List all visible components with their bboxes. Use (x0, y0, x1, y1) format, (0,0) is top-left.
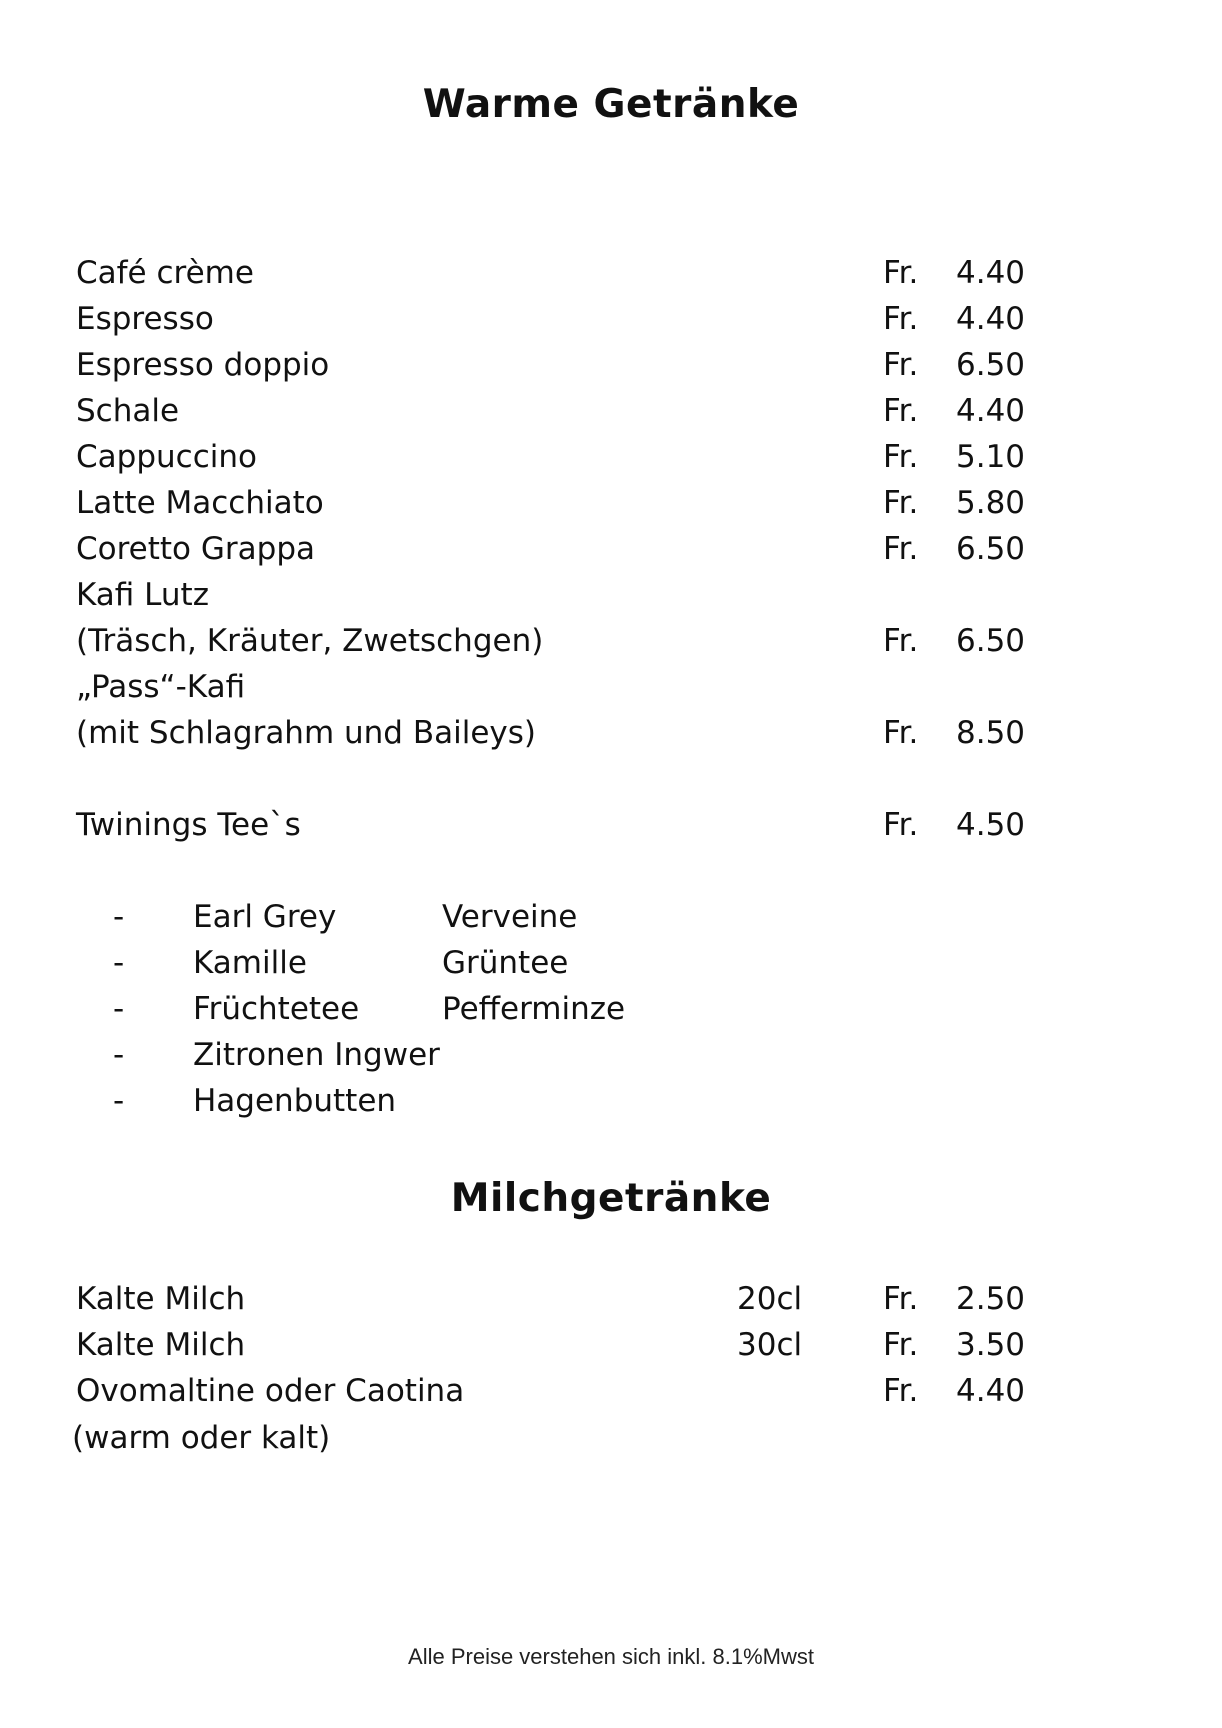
tea-name: Kamille (193, 945, 307, 981)
item-currency: Fr. (883, 715, 919, 751)
item-name: (mit Schlagrahm und Baileys) (76, 715, 536, 751)
item-price: 6.50 (956, 623, 1026, 659)
menu-item (0, 480, 1222, 526)
menu-item (0, 664, 1222, 710)
item-price: 5.10 (956, 439, 1026, 475)
menu-item (0, 572, 1222, 618)
menu-item (0, 388, 1222, 434)
item-name: Kalte Milch (76, 1281, 246, 1317)
item-name: Schale (76, 393, 180, 429)
item-name: Café crème (76, 255, 254, 291)
item-name: Kalte Milch (76, 1327, 246, 1363)
menu-item (0, 710, 1222, 756)
tea-item (0, 802, 1222, 848)
item-name: (warm oder kalt) (72, 1420, 331, 1456)
item-price: 8.50 (956, 715, 1026, 751)
tea-name: Früchtetee (193, 991, 360, 1027)
tea-list-item (0, 894, 1222, 940)
item-currency: Fr. (883, 623, 919, 659)
item-name: Latte Macchiato (76, 485, 324, 521)
tea-name: Zitronen Ingwer (193, 1037, 440, 1073)
item-name: Kafi Lutz (76, 577, 209, 613)
item-name: Coretto Grappa (76, 531, 315, 567)
item-price: 5.80 (956, 485, 1026, 521)
item-currency: Fr. (883, 531, 919, 567)
item-currency: Fr. (883, 255, 919, 291)
vat-note: Alle Preise verstehen sich inkl. 8.1%Mwst (408, 1644, 814, 1669)
item-price: 4.40 (956, 393, 1026, 429)
list-dash: - (113, 899, 125, 935)
tea-name: Verveine (442, 899, 578, 935)
warm-drinks-heading: Warme Getränke (422, 82, 800, 127)
item-name: Ovomaltine oder Caotina (76, 1373, 465, 1409)
list-dash: - (113, 991, 125, 1027)
item-name: Twinings Tee`s (76, 807, 301, 843)
tea-name: Grüntee (442, 945, 569, 981)
item-price: 4.40 (956, 1373, 1026, 1409)
item-price: 4.40 (956, 255, 1026, 291)
item-currency: Fr. (883, 807, 919, 843)
item-size: 20cl (737, 1281, 803, 1317)
tea-name: Earl Grey (193, 899, 337, 935)
item-price: 2.50 (956, 1281, 1026, 1317)
item-name: Cappuccino (76, 439, 257, 475)
item-name: (Träsch, Kräuter, Zwetschgen) (76, 623, 544, 659)
menu-item (0, 1322, 1222, 1368)
menu-item (0, 1368, 1222, 1414)
item-price: 4.50 (956, 807, 1026, 843)
item-price: 4.40 (956, 301, 1026, 337)
item-currency: Fr. (883, 1281, 919, 1317)
tea-name: Pefferminze (442, 991, 626, 1027)
item-currency: Fr. (883, 1327, 919, 1363)
list-dash: - (113, 945, 125, 981)
item-size: 30cl (737, 1327, 803, 1363)
item-currency: Fr. (883, 301, 919, 337)
item-name: Espresso doppio (76, 347, 330, 383)
tea-list-item (0, 1078, 1222, 1124)
menu-item (0, 1276, 1222, 1322)
item-currency: Fr. (883, 1373, 919, 1409)
tea-name: Hagenbutten (193, 1083, 397, 1119)
item-currency: Fr. (883, 439, 919, 475)
milk-drinks-heading: Milchgetränke (450, 1176, 772, 1221)
menu-item (0, 1415, 1222, 1461)
menu-item (0, 296, 1222, 342)
list-dash: - (113, 1083, 125, 1119)
item-currency: Fr. (883, 485, 919, 521)
item-price: 3.50 (956, 1327, 1026, 1363)
item-name: Espresso (76, 301, 214, 337)
item-currency: Fr. (883, 393, 919, 429)
menu-item (0, 618, 1222, 664)
item-currency: Fr. (883, 347, 919, 383)
menu-item (0, 434, 1222, 480)
list-dash: - (113, 1037, 125, 1073)
menu-item (0, 342, 1222, 388)
tea-list-item (0, 940, 1222, 986)
menu-item (0, 250, 1222, 296)
item-name: „Pass“-Kafi (76, 669, 246, 705)
tea-list-item (0, 986, 1222, 1032)
tea-list-item (0, 1032, 1222, 1078)
item-price: 6.50 (956, 347, 1026, 383)
item-price: 6.50 (956, 531, 1026, 567)
menu-item (0, 526, 1222, 572)
